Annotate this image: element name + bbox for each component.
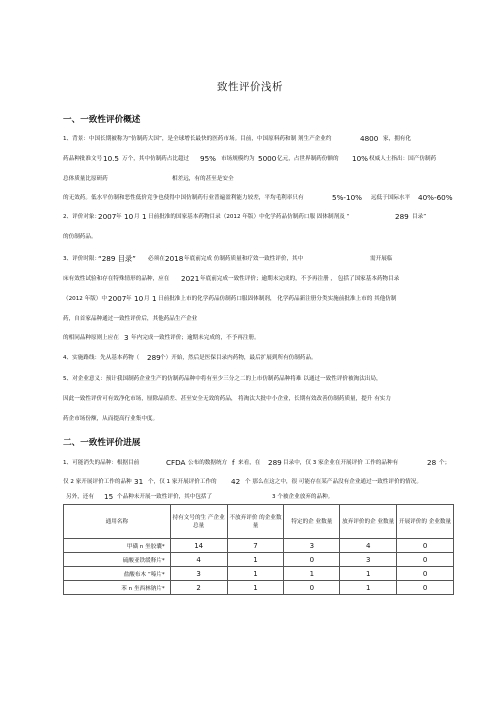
header-generic-name: 通用名称: [64, 505, 171, 539]
cell-value: 0: [397, 539, 454, 553]
text: 1、可能消失的品种：根据目前: [63, 460, 140, 466]
table-row: [64, 581, 454, 595]
text: 月: [144, 296, 150, 302]
text: 个品种未开展一致性评价，其中包括了: [117, 494, 213, 500]
number: 10.5: [103, 154, 120, 163]
cell-value: 1: [227, 581, 284, 595]
text: 5、对企业意义：预计我国制药企业生产的仿制药品种中将有至少三分之二的上市仿制药品种将难 以通过一致性评价被淘汰出局，: [63, 376, 382, 382]
number: 3: [124, 333, 129, 342]
number: “289 目录”: [98, 254, 136, 263]
text: （2012 年版）中: [63, 296, 107, 302]
text: 4、实施路线：先从基本药物（: [63, 355, 140, 361]
number: 2007: [98, 212, 117, 221]
text: 年: [116, 214, 122, 220]
text: 月: [134, 214, 140, 220]
header-conducting: 开展评价的 企业数量: [397, 505, 454, 539]
number: 15: [104, 492, 114, 501]
text: 万个，其中仿制药占比超过: [122, 156, 190, 162]
number: 5%-10%: [332, 193, 362, 202]
text: 亿元，占世界制药份额的: [277, 156, 339, 162]
cell-value: 0: [284, 581, 340, 595]
text: 另外，还有: [66, 494, 94, 500]
text: 仅 2 家开展评价工作的品种: [63, 479, 132, 485]
text: 目录中，仅 3 家企业在开展评价 工作的品种有: [283, 460, 399, 466]
text: 药品种批准文号: [63, 156, 103, 162]
number: 31: [134, 477, 144, 486]
number: 40%-60%: [418, 193, 453, 202]
text: 个）开始，然后是医保目录内药物，最后扩展到所有仿制药品。: [160, 355, 317, 361]
cell-value: 0: [397, 567, 454, 581]
progress-table: [63, 504, 454, 595]
section-heading-progress: 二、一致性评价进展: [63, 438, 141, 448]
number: CFDA: [166, 458, 186, 467]
text: 相差远，有的甚至是安全: [172, 176, 234, 182]
table-row: [64, 539, 454, 553]
header-not-abandoned: 不放弃评价 的企业数量: [227, 505, 284, 539]
text: 年内完成一致性评价；逾期未完成的，不予再注册。: [131, 335, 260, 341]
cell-value: 4: [170, 553, 227, 567]
table-header-row: [64, 505, 454, 539]
number: 1: [142, 212, 147, 221]
text: 年底前完成 仿制药质量和疗效一致性评价，其中: [184, 256, 304, 262]
number: 289: [395, 212, 409, 221]
text: 公布的数据统方: [188, 460, 228, 466]
number: 1: [152, 294, 157, 303]
text: 个 那么在这之中，很 可能存在某产品没有企业通过一致性评价的情况。: [245, 479, 422, 485]
text: 的相同品种原则上应在: [63, 335, 119, 341]
text: 权威人士指出：国产仿制药: [369, 156, 437, 162]
cell-value: 0: [397, 581, 454, 595]
cell-value: 2: [170, 581, 227, 595]
text: 个；: [439, 460, 451, 466]
number: 289: [147, 353, 161, 362]
table-row: [64, 567, 454, 581]
cell-value: 1: [284, 567, 340, 581]
number: 10: [124, 212, 134, 221]
cell-value: 1: [340, 581, 397, 595]
text: 家，拥有化: [383, 136, 411, 142]
number: 2018: [165, 254, 184, 263]
drug-name: 盐酸布木 ”嗪片*: [64, 567, 171, 581]
number: 2021: [181, 274, 200, 283]
cell-value: 0: [397, 553, 454, 567]
text: 目录”: [412, 214, 427, 220]
cell-value: 14: [170, 539, 227, 553]
number: 28: [427, 458, 437, 467]
text: 远低于国际水平: [371, 195, 411, 201]
number: 2007: [108, 294, 127, 303]
header-specific: 特定的企 业数量: [284, 505, 340, 539]
text: 年: [126, 296, 132, 302]
text: 来看，在: [238, 460, 261, 466]
text: 年底前完成一致性评价；逾期未完成的，不予再注册 ， 包括了国家基本药物目录: [200, 276, 400, 282]
cell-value: 7: [227, 539, 284, 553]
number: 95%: [200, 154, 216, 163]
cell-value: 1: [340, 567, 397, 581]
cell-value: 0: [284, 553, 340, 567]
text: 需开展临: [370, 256, 393, 262]
number: f: [232, 458, 235, 467]
number: 10: [134, 294, 144, 303]
number: 5000: [258, 154, 277, 163]
cell-value: 4: [340, 539, 397, 553]
text: 市场规模约为: [221, 156, 255, 162]
number: 42: [231, 477, 241, 486]
number: 289: [268, 458, 282, 467]
text: 3 个被企业放弃的品种。: [272, 494, 334, 500]
number: 10%: [352, 154, 368, 163]
drug-name: 苯 n 坐西林钠片*: [64, 581, 171, 595]
text: 日前批准的国家基本药物目录（2012 年版）中化学药品仿制药口服 固体制剂及 “: [148, 214, 350, 220]
cell-value: 1: [227, 567, 284, 581]
text: 药企市场份额，从而提高行业集中度。: [63, 416, 159, 422]
text: 药，自首家品种通过一致性评价后，其他药品生产企业: [63, 316, 198, 322]
page-title: 致性评价浅析: [217, 81, 283, 93]
cell-value: 3: [284, 539, 340, 553]
cell-value: 3: [340, 553, 397, 567]
text: 因此一致性评价可有效净化市场，厘除品质差、甚至安全无效的药品， 将淘汰大批中小企业，长期有效改善仿制药质量，提升 有实力: [63, 396, 391, 402]
header-abandoned: 放弃评价的企 业数量: [340, 505, 397, 539]
text: 的仿制药品。: [63, 234, 97, 240]
text: 床有效性试验和存在特殊情形的品种，应在: [63, 276, 170, 282]
drug-name: 硫酸亚铁缓释片*: [64, 553, 171, 567]
text: 3、评价时限：: [63, 256, 101, 262]
number: 4800: [360, 134, 379, 143]
text: 个，仅 1 家开展评价工作的: [148, 479, 217, 485]
header-total-manufacturers: 持有文号的生 产企业总量: [170, 505, 227, 539]
cell-value: 3: [170, 567, 227, 581]
text: 总体质量比原研药: [63, 176, 108, 182]
text: 日前批准上市的化学药品仿制药口服固体制剂， 化学药品新注册分类实施前批准上市的 其他仿制: [158, 296, 397, 302]
cell-value: 1: [227, 553, 284, 567]
section-heading-overview: 一、一致性评价概述: [63, 115, 141, 125]
text: 1、背景：中国长期被称为“仿制药大国”，是全球增长最快的医药市场。目前，中国原料药和制 剂生产企业约: [63, 136, 332, 142]
text: 的无效药。低水平仿制和恶性低价竞争也使得中国仿制药行业普遍盈利能力较差，平均毛利率只有: [63, 195, 304, 201]
table-row: [64, 553, 454, 567]
text: 必须在: [148, 256, 165, 262]
text: 2、评价对象：: [63, 214, 101, 220]
drug-name: 甲磺 n 坐胶囊*: [64, 539, 171, 553]
